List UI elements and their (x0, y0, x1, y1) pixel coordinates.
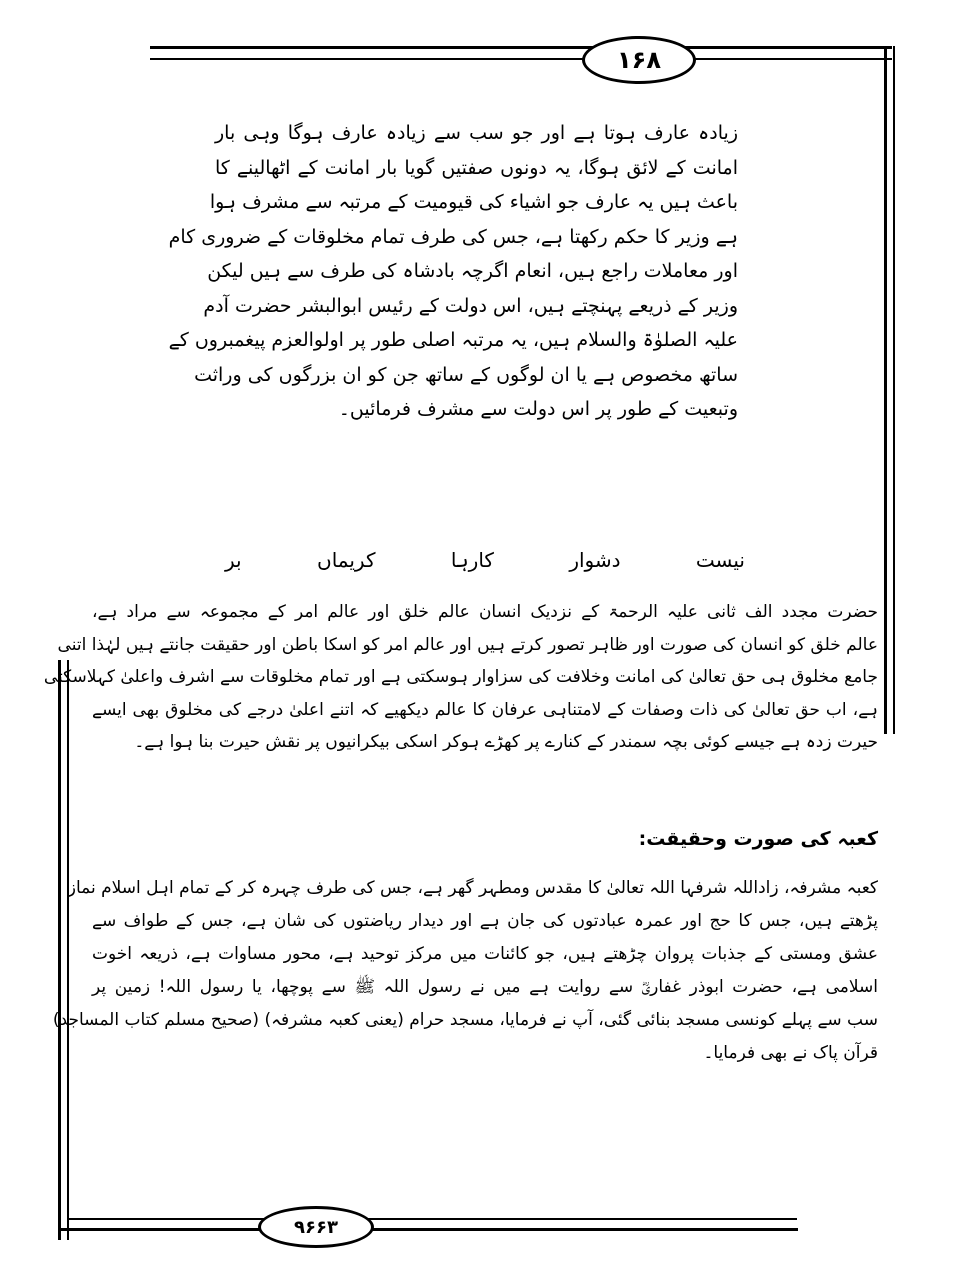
paragraph-1 (168, 116, 738, 427)
frame-right-line-inner (893, 46, 895, 734)
text-line: ساتھ مخصوص ہے یا ان لوگوں کے ساتھ جن کو ان بزرگوں کی وراثت (194, 363, 738, 386)
text-line: عشق ومستی کے جذبات پروان چڑھتے ہیں، جو کائنات میں مرکز توحید ہے، محور مساوات ہے، ذریعہ اخوت (92, 944, 878, 964)
text-line: سب سے پہلے کونسی مسجد بنائی گئی، آپ نے فرمایا، مسجد حرام (یعنی کعبہ مشرفہ) (صحیح مسلم کتاب المساجد) (52, 1010, 878, 1030)
text-line: قرآن پاک نے بھی فرمایا۔ (703, 1043, 878, 1063)
verse-word: بر (225, 548, 242, 572)
text-line: وتبعیت کے طور پر اس دولت سے مشرف فرمائیں۔ (338, 398, 738, 420)
persian-verse (225, 548, 745, 578)
frame-top-line-inner (150, 58, 892, 60)
verse-word: کارہا (450, 548, 494, 572)
text-line: حضرت مجدد الف ثانی علیہ الرحمۃ کے نزدیک انسان عالم خلق اور عالم امر کے مجموعہ سے مراد ہے، (92, 602, 878, 622)
text-line: زیادہ عارف ہوتا ہے اور جو سب سے زیادہ عارف ہوگا وہی بار (215, 122, 738, 144)
text-line: علیہ الصلوٰۃ والسلام ہیں، یہ مرتبہ اصلی طور پر اولوالعزم پیغمبروں کے (168, 329, 738, 351)
frame-left-line-inner (67, 660, 69, 1240)
text-line: ہے، اب حق تعالیٰ کی ذات وصفات کے لامتناہی عرفان کا عالم دیکھیے کہ اتنے اعلیٰ درجے کی مخلوق بھی ایسے (92, 699, 878, 720)
frame-right-line (884, 46, 887, 734)
paragraph-2 (43, 596, 878, 759)
frame-bottom-line-inner (67, 1218, 797, 1220)
frame-top-line (150, 46, 892, 49)
verse-word: دشوار (569, 548, 621, 572)
verse-word: کریماں (317, 548, 376, 572)
text-line: امانت کے لائق ہوگا، یہ دونوں صفتیں گویا بار امانت کے اٹھالینے کا (215, 156, 738, 179)
page-number-top: ۱۶۸ (582, 36, 696, 84)
page-number-bottom: ۹۶۶۳ (258, 1206, 374, 1248)
text-line: وزیر کے ذریعے پہنچتے ہیں، اس دولت کے رئیس ابوالبشر حضرت آدم (203, 294, 738, 317)
frame-bottom-line (58, 1228, 798, 1231)
text-line: جامع مخلوق ہی حق تعالیٰ کی امانت وخلافت کی سزاوار ہوسکتی ہے اور تمام مخلوقات سے اشرف واعلیٰ کہلاسکتی (43, 667, 878, 687)
text-line: باعث ہیں یہ عارف جو اشیاء کی قیومیت کے مرتبہ سے مشرف ہوا (209, 191, 738, 213)
text-line: حیرت زدہ ہے جیسے کوئی بچہ سمندر کے کنارے پر کھڑے ہوکر اسکی بیکرانیوں پر نقش حیرت بنا ہوا ہے۔ (134, 732, 878, 752)
text-line: اور معاملات راجع ہیں، انعام اگرچہ بادشاہ کی طرف سے ہیں لیکن (207, 260, 738, 282)
text-line: اسلامی ہے، حضرت ابوذر غفاریؓ سے روایت ہے میں نے رسول اللہ ﷺ سے پوچھا، یا رسول اللہ! زمین پر (92, 977, 878, 997)
text-line: ہے وزیر کا حکم رکھتا ہے، جس کی طرف تمام مخلوقات کے ضروری کام (168, 225, 738, 248)
text-line: پڑھتے ہیں، جس کا حج اور عمرہ عبادتوں کی جان ہے اور دیدار ریاضتوں کی شان ہے، جس کے طواف سے (92, 911, 878, 931)
text-line: کعبہ مشرفہ، زاداللہ شرفہا اللہ تعالیٰ کا مقدس ومطہر گھر ہے، جس کی طرف چہرہ کر کے تمام اہل اسلام نماز (67, 878, 878, 898)
verse-word: نیست (695, 548, 745, 572)
paragraph-3 (52, 872, 878, 1070)
frame-left-line (58, 660, 61, 1240)
text-line: عالم خلق کو انسان کی صورت اور ظاہر تصور کرتے ہیں اور عالم امر کو اسکا باطن اور حقیقت جانتے ہیں لہٰذا اتنی (57, 634, 878, 655)
section-heading: کعبہ کی صورت وحقیقت: (638, 828, 878, 850)
